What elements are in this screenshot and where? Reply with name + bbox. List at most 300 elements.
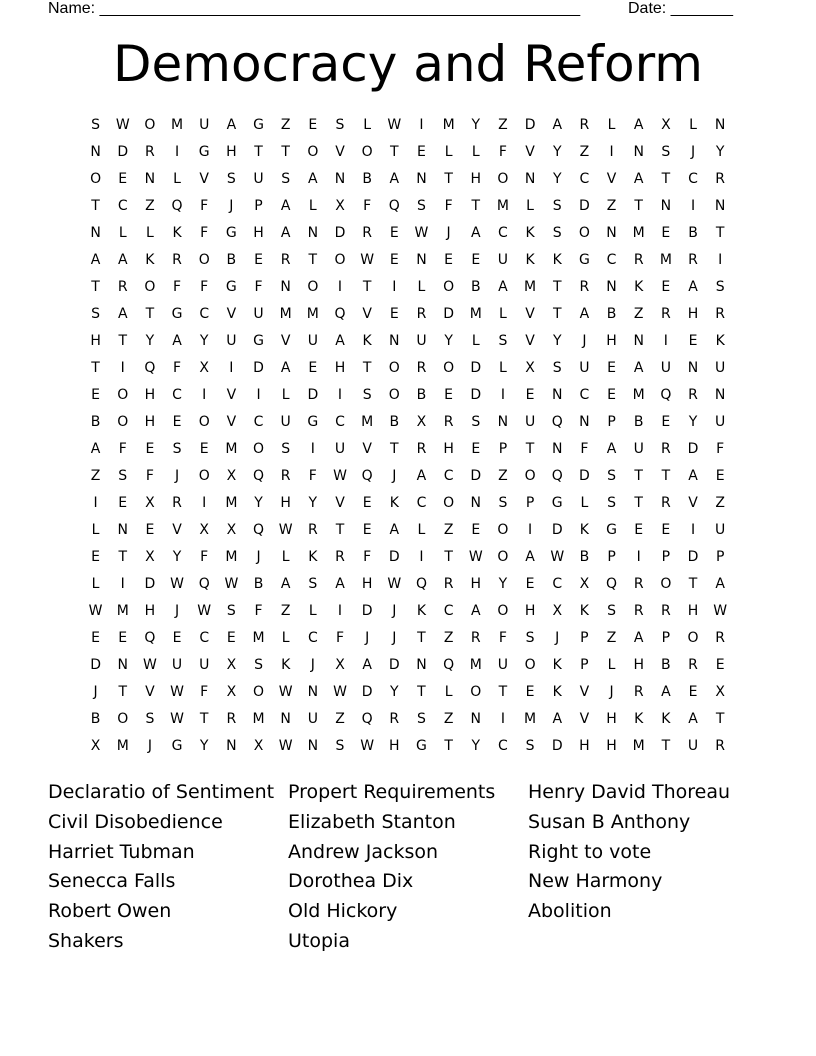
grid-letter: S [525,738,535,754]
grid-letter: W [387,117,402,133]
grid-letter: T [362,279,372,295]
grid-letter: T [444,549,453,565]
grid-letter: M [632,738,645,754]
grid-letter: A [661,684,671,700]
grid-letter: M [279,306,292,322]
grid-letter: J [555,630,560,646]
grid-letter: A [688,279,698,295]
grid-letter: L [607,657,616,673]
grid-letter: D [470,360,482,376]
word-list-item: Andrew Jackson [288,840,439,863]
grid-letter: C [307,630,318,646]
grid-letter: R [688,252,698,268]
grid-letter: C [498,225,508,241]
grid-letter: S [226,603,236,619]
grid-letter: V [145,684,155,700]
grid-letter: J [147,738,152,754]
grid-row [82,166,734,193]
grid-letter: W [387,576,402,592]
grid-letter: T [471,198,481,214]
grid-letter: O [144,117,156,133]
grid-letter: Z [145,198,155,214]
grid-letter: R [660,306,671,322]
grid-letter: H [470,171,482,187]
grid-letter: E [661,279,671,295]
grid-letter: W [170,684,184,700]
grid-letter: O [578,225,590,241]
grid-letter: E [91,387,100,403]
grid-letter: G [307,414,319,430]
word-list-item: Declaratio of Sentiment [48,781,275,803]
grid-letter: V [172,522,182,538]
grid-row [82,490,734,517]
word-list-item: Elizabeth Stanton [288,810,456,833]
grid-letter: N [687,360,699,376]
grid-letter: X [199,360,209,376]
grid-letter: R [715,738,726,754]
grid-letter: S [607,603,616,619]
grid-letter: I [174,144,180,160]
grid-letter: A [633,360,644,376]
grid-letter: W [115,117,130,133]
grid-row [82,571,734,598]
grid-letter: Y [145,333,155,349]
grid-letter: W [278,738,293,754]
grid-letter: H [524,603,536,619]
grid-letter: R [660,441,671,457]
grid-letter: C [416,495,427,511]
grid-letter: I [500,711,505,727]
grid-letter: N [470,711,481,727]
grid-letter: D [551,738,563,754]
grid-letter: I [93,495,98,511]
grid-letter: T [715,225,725,241]
grid-letter: D [388,549,400,565]
grid-letter: O [117,387,129,403]
grid-letter: A [470,225,481,241]
grid-letter: I [663,333,668,349]
grid-letter: T [715,711,725,727]
grid-letter: O [388,387,400,403]
grid-letter: B [416,387,427,403]
grid-letter: S [254,657,263,673]
grid-letter: V [579,684,590,700]
grid-letter: T [91,360,100,376]
word-list-item: Harriet Tubman [48,840,195,863]
grid-letter: L [308,198,317,214]
grid-letter: F [363,198,372,214]
grid-letter: F [444,198,453,214]
grid-letter: C [498,738,508,754]
grid-letter: Q [361,468,373,484]
grid-letter: Y [688,414,698,430]
grid-letter: R [280,252,291,268]
grid-letter: E [661,522,671,538]
grid-letter: K [389,495,399,511]
grid-letter: U [524,414,536,430]
grid-letter: I [202,387,207,403]
grid-letter: G [225,279,237,295]
grid-letter: J [174,603,180,619]
grid-letter: E [308,360,318,376]
grid-letter: W [360,252,375,268]
grid-letter: R [660,495,671,511]
grid-letter: O [497,603,509,619]
grid-letter: R [389,711,400,727]
grid-letter: B [470,279,481,295]
grid-letter: M [469,657,482,673]
grid-letter: J [310,657,315,673]
grid-letter: X [226,684,237,700]
grid-letter: A [688,468,698,484]
grid-letter: L [417,279,426,295]
grid-letter: R [660,603,671,619]
grid-letter: D [470,387,482,403]
grid-letter: L [526,198,534,214]
grid-letter: A [117,252,128,268]
grid-letter: M [524,279,537,295]
grid-letter: A [525,549,535,565]
grid-letter: E [607,387,616,403]
grid-letter: L [499,306,507,322]
grid-letter: W [468,549,483,565]
grid-letter: R [307,522,318,538]
grid-letter: E [471,441,481,457]
grid-letter: H [144,414,156,430]
grid-letter: X [145,495,155,511]
grid-letter: A [172,333,182,349]
grid-letter: Q [334,306,346,322]
grid-letter: O [470,684,482,700]
grid-letter: U [253,306,264,322]
grid-letter: E [172,630,182,646]
grid-letter: M [632,387,645,403]
grid-letter: D [470,468,482,484]
grid-letter: C [606,252,617,268]
grid-letter: N [144,171,156,187]
grid-letter: C [443,468,454,484]
grid-letter: U [307,333,318,349]
grid-letter: U [497,252,509,268]
grid-letter: F [254,279,263,295]
grid-letter: R [470,630,481,646]
word-list-item: Henry David Thoreau [528,781,731,803]
grid-letter: E [715,657,725,673]
grid-letter: L [444,684,453,700]
grid-letter: U [715,360,726,376]
grid-letter: Q [551,468,563,484]
grid-letter: P [580,657,589,673]
grid-letter: V [579,711,590,727]
grid-letter: V [525,306,535,322]
grid-letter: Q [253,468,265,484]
grid-letter: A [280,225,291,241]
grid-letter: H [253,225,264,241]
grid-letter: S [607,468,616,484]
grid-letter: D [579,468,590,484]
grid-letter: P [661,549,671,565]
grid-letter: O [443,495,455,511]
grid-letter: V [335,144,345,160]
grid-letter: Z [498,117,508,133]
grid-letter: E [118,171,128,187]
grid-letter: M [116,738,129,754]
grid-letter: L [607,117,616,133]
grid-letter: O [361,144,373,160]
grid-letter: K [552,684,562,700]
grid-letter: O [198,414,210,430]
grid-letter: I [636,549,641,565]
grid-letter: T [362,360,372,376]
grid-letter: W [142,657,157,673]
grid-letter: I [256,387,261,403]
grid-row [82,544,734,571]
grid-letter: B [90,711,101,727]
grid-letter: L [281,549,290,565]
grid-letter: I [337,279,343,295]
grid-letter: V [226,387,237,403]
grid-letter: P [525,495,535,511]
grid-letter: Y [254,495,263,511]
grid-letter: T [335,522,345,538]
grid-letter: S [281,171,291,187]
word-list-item: Old Hickory [288,900,398,923]
grid-letter: J [392,603,397,619]
grid-row [82,652,734,679]
grid-letter: M [496,198,509,214]
grid-letter: H [389,738,400,754]
grid-letter: M [306,306,319,322]
grid-letter: Y [199,333,209,349]
grid-letter: X [335,657,345,673]
grid-letter: B [688,225,698,241]
grid-letter: S [281,441,291,457]
grid-letter: T [118,684,128,700]
grid-letter: K [281,657,291,673]
grid-row [82,355,734,382]
grid-letter: M [361,414,374,430]
grid-letter: P [498,441,508,457]
grid-letter: E [389,252,399,268]
grid-letter: F [716,441,725,457]
grid-letter: M [252,630,265,646]
grid-letter: L [499,360,507,376]
grid-letter: L [118,225,127,241]
grid-row [82,517,734,544]
grid-letter: L [308,603,317,619]
header [48,0,748,20]
grid-letter: L [444,144,453,160]
grid-letter: U [497,657,509,673]
grid-letter: I [229,360,234,376]
grid-letter: S [498,333,508,349]
grid-letter: B [606,306,617,322]
grid-letter: V [525,144,535,160]
grid-letter: X [552,603,563,619]
grid-letter: S [226,171,236,187]
grid-letter: C [579,387,590,403]
grid-letter: Y [471,738,481,754]
grid-letter: D [253,360,264,376]
grid-letter: S [715,279,725,295]
grid-letter: M [225,549,238,565]
grid-letter: G [551,495,563,511]
grid-letter: W [414,225,429,241]
grid-letter: O [524,657,536,673]
grid-letter: Z [443,711,454,727]
grid-letter: E [661,225,671,241]
grid-letter: K [416,603,427,619]
grid-letter: A [688,711,698,727]
grid-letter: B [579,549,590,565]
grid-letter: W [278,684,293,700]
grid-letter: I [202,495,207,511]
grid-letter: S [661,144,671,160]
grid-letter: N [579,414,590,430]
grid-letter: T [417,684,426,700]
grid-letter: H [606,738,617,754]
grid-letter: V [606,171,617,187]
grid-letter: U [579,360,590,376]
grid-letter: U [334,441,346,457]
grid-letter: S [91,306,101,322]
grid-letter: X [90,738,101,754]
grid-letter: O [497,549,509,565]
grid-letter: A [470,603,481,619]
grid-letter: L [281,630,290,646]
grid-letter: M [225,495,238,511]
grid-letter: E [525,387,535,403]
grid-letter: T [91,198,100,214]
grid-letter: P [607,414,616,430]
grid-letter: R [579,117,590,133]
grid-letter: N [90,144,101,160]
grid-letter: Y [308,495,318,511]
grid-letter: C [688,171,698,187]
grid-letter: U [687,738,699,754]
grid-letter: B [362,171,372,187]
grid-letter: F [118,441,127,457]
grid-letter: R [280,468,291,484]
grid-letter: K [579,603,589,619]
grid-letter: D [361,603,373,619]
grid-letter: B [253,576,264,592]
grid-letter: H [606,333,617,349]
grid-letter: G [253,117,264,133]
grid-letter: O [307,144,319,160]
grid-letter: O [117,711,129,727]
grid-letter: W [170,576,184,592]
grid-letter: V [199,171,209,187]
grid-letter: Q [443,657,455,673]
grid-letter: K [172,225,182,241]
grid-letter: S [91,117,101,133]
grid-letter: H [361,576,373,592]
grid-letter: E [172,414,182,430]
grid-letter: R [443,414,454,430]
grid-letter: N [307,684,319,700]
grid-letter: N [307,738,319,754]
grid-letter: T [254,144,263,160]
grid-letter: S [308,576,318,592]
grid-letter: Z [335,711,345,727]
grid-letter: E [607,360,616,376]
grid-letter: A [552,117,563,133]
grid-letter: E [308,117,318,133]
grid-letter: P [715,549,725,565]
page-title: Democracy and Reform [112,35,703,93]
grid-letter: N [90,225,101,241]
grid-letter: I [500,387,505,403]
grid-letter: E [254,252,263,268]
word-list-item: Right to vote [528,840,652,863]
grid-letter: Z [633,306,644,322]
grid-letter: W [360,738,375,754]
grid-letter: I [609,144,614,160]
grid-letter: S [417,711,426,727]
grid-letter: X [145,549,155,565]
grid-letter: J [229,198,234,214]
grid-letter: T [118,549,128,565]
grid-letter: N [606,279,617,295]
grid-letter: R [416,441,427,457]
grid-letter: O [144,279,156,295]
grid-letter: M [252,711,265,727]
grid-letter: N [633,144,644,160]
grid-letter: K [552,657,562,673]
grid-letter: O [253,684,265,700]
grid-letter: V [362,306,372,322]
grid-letter: N [551,441,563,457]
grid-letter: E [362,522,372,538]
grid-letter: N [714,387,726,403]
grid-letter: E [525,576,535,592]
grid-letter: T [634,468,643,484]
grid-letter: M [116,603,129,619]
grid-letter: C [199,306,210,322]
grid-letter: T [661,171,671,187]
word-list-item: Senecca Falls [48,870,176,893]
grid-row [82,679,734,706]
grid-letter: K [715,333,725,349]
grid-letter: R [416,306,427,322]
grid-letter: E [634,522,644,538]
grid-letter: Q [660,387,672,403]
grid-letter: X [226,468,237,484]
grid-letter: O [334,252,346,268]
grid-letter: K [362,333,372,349]
grid-row [82,274,734,301]
grid-letter: E [389,306,399,322]
grid-letter: A [389,522,400,538]
grid-letter: K [525,252,535,268]
date-field-label: Date: _______ [628,0,733,17]
grid-letter: A [389,171,400,187]
grid-row [82,193,734,220]
grid-letter: U [307,711,318,727]
grid-letter: O [198,468,210,484]
word-list-item: New Harmony [528,870,663,893]
grid-letter: D [687,549,699,565]
grid-letter: I [120,576,125,592]
grid-letter: N [280,279,291,295]
grid-letter: M [524,711,537,727]
grid-letter: S [525,630,535,646]
grid-letter: Y [390,684,399,700]
grid-letter: M [171,117,184,133]
grid-letter: J [392,468,397,484]
grid-letter: S [552,198,562,214]
